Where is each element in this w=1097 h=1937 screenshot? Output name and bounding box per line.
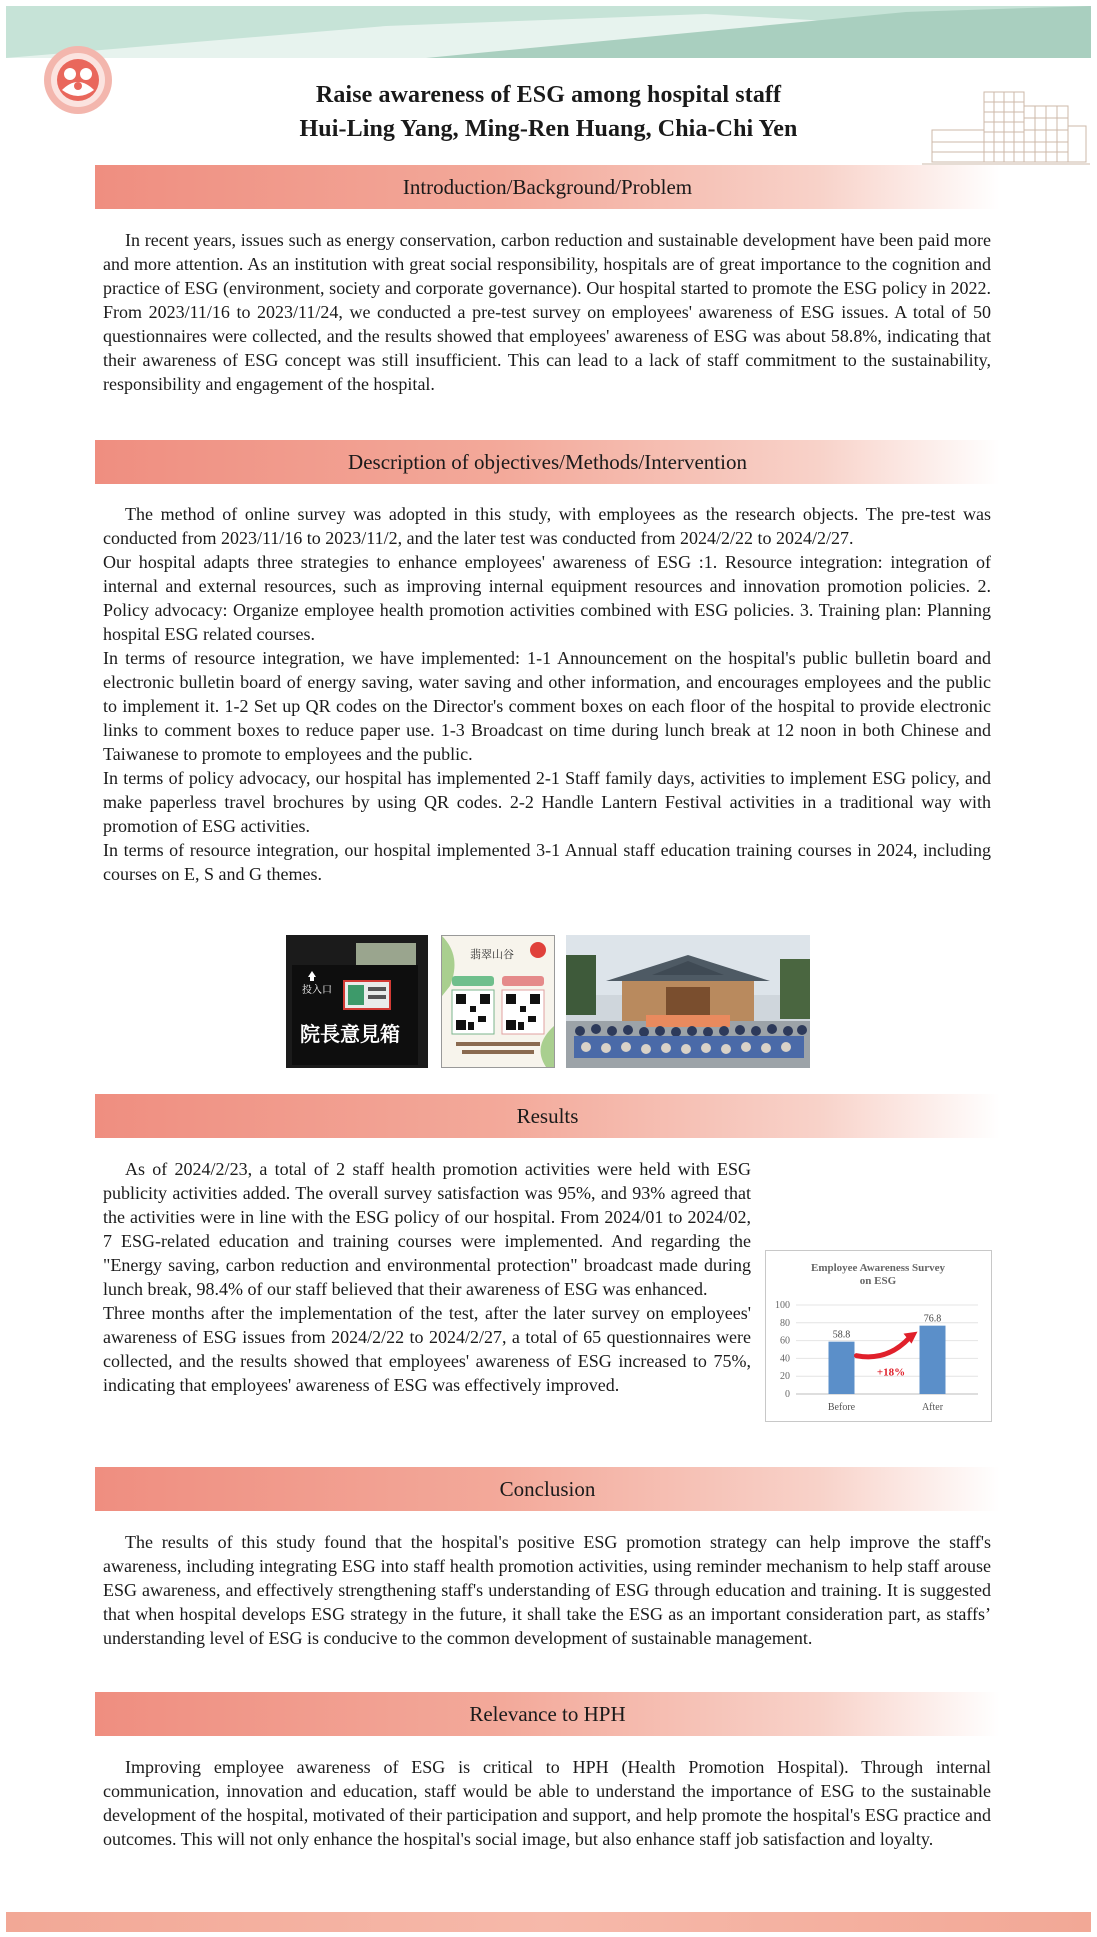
chart-title: Employee Awareness Survey [810, 1262, 946, 1274]
comment-box-slot-label: 投入口 [302, 985, 332, 996]
methods-paragraph: In terms of resource integration, our hospital implemented 3-1 Annual staff education training courses in 2024, including courses on E, S and G themes. [103, 840, 991, 884]
introduction-text [103, 228, 991, 396]
poster-title: Raise awareness of ESG among hospital staff [315, 82, 782, 108]
chart-y-tick-label: 80 [780, 1317, 790, 1329]
section-heading-conclusion: Conclusion [95, 1467, 1000, 1511]
hospital-logo [42, 44, 114, 116]
brochure-title: 翡翠山谷 [470, 948, 514, 961]
qr-code-brochure-photo [441, 935, 555, 1068]
chart-y-tick-label: 100 [775, 1300, 790, 1311]
chart-y-tick-label: 0 [785, 1389, 790, 1400]
chart-data-label: 58.8 [832, 1329, 851, 1341]
esg-awareness-chart [765, 1250, 992, 1422]
comment-box-label: 院長意見箱 [300, 1022, 400, 1046]
section-heading-introduction: Introduction/Background/Problem [95, 165, 1000, 209]
chart-y-tick-label: 40 [780, 1353, 790, 1365]
chart-y-tick-label: 60 [780, 1335, 790, 1347]
methods-paragraph: Our hospital adapts three strategies to enhance employees' awareness of ESG :1. Resource integration: integration of internal and external resources, such as improving internal equipment resources and innovation promotion policies. 2. Policy advocacy: Organize employee health promotion activities combined with ESG policies. 3. Training plan: Planning hospital ESG related courses. [103, 552, 991, 644]
chart-y-tick-label: 20 [780, 1371, 790, 1383]
introduction-paragraph: In recent years, issues such as energy conservation, carbon reduction and sustainable development have been paid more and more attention. As an institution with great social responsibility, hospitals are of great importance to the cognition and practice of ESG (environment, society and corporate governance). Our hospital started to promote the ESG policy in 2022. From 2023/11/16 to 2023/11/24, we conducted a pre-test survey on employees' awareness of ESG issues. A total of 50 questionnaires were collected, and the results showed that employees' awareness of ESG was about 58.8%, indicating that their awareness of ESG concept was still insufficient. This can lead to a lack of staff commitment to the sustainability, responsibility and engagement of the hospital. [103, 230, 991, 394]
chart-category-label: After [921, 1402, 944, 1413]
results-paragraph: Three months after the implementation of the test, after the later survey on employees' awareness of ESG issues from 2024/2/22 to 2024/2/27, a total of 65 questionnaires were collected, and the results showed that employees' awareness of ESG increased to 75%, indicating that employees' awareness of ESG was effectively improved. [103, 1303, 751, 1395]
section-heading-relevance: Relevance to HPH [95, 1692, 1000, 1736]
section-heading-methods: Description of objectives/Methods/Intervention [95, 440, 1000, 484]
section-heading-results: Results [95, 1094, 1000, 1138]
methods-paragraph: In terms of resource integration, we have implemented: 1-1 Announcement on the hospital's public bulletin board and electronic bulletin board of energy saving, water saving and other information, and encourages employees and the public to implement it. 1-2 Set up QR codes on the Director's comment boxes on each floor of the hospital to provide electronic links to comment boxes to reduce paper use. 1-3 Broadcast on time during lunch break at 12 noon in both Chinese and Taiwanese to promote to employees and the public. [103, 648, 991, 764]
results-paragraph: As of 2024/2/23, a total of 2 staff health promotion activities were held with ESG publicity activities added. The overall survey satisfaction was 95%, and 93% agreed that the activities were in line with the ESG policy of our hospital. From 2024/01 to 2024/02, 7 ESG-related education and training courses were implemented. And regarding the "Energy saving, carbon reduction and environmental protection" broadcast made during lunch break, 98.4% of our staff believed that their awareness of ESG was enhanced. [103, 1159, 751, 1299]
methods-paragraph: In terms of policy advocacy, our hospital has implemented 2-1 Staff family days, activities to implement ESG policy, and make paperless travel brochures by using QR codes. 2-2 Handle Lantern Festival activities in a traditional way with promotion of ESG activities. [103, 768, 991, 836]
chart-title: on ESG [859, 1275, 897, 1287]
chart-bar [829, 1342, 855, 1394]
conclusion-paragraph: The results of this study found that the hospital's positive ESG promotion strategy can help improve the staff's awareness, including integrating ESG into staff health promotion activities, using reminder mechanism to help staff arouse ESG awareness, and effectively strengthening staff's understanding of ESG through education and training. It is suggested that when hospital develops ESG strategy in the future, it shall take the ESG as an important consideration part, as staffs’ understanding level of ESG is conducive to the common development of sustainable management. [103, 1532, 991, 1648]
chart-data-label: 76.8 [923, 1313, 942, 1325]
top-decorative-band [6, 6, 1091, 58]
chart-bar [920, 1326, 946, 1394]
methods-paragraph: The method of online survey was adopted in this study, with employees as the research objects. The pre-test was conducted from 2023/11/16 to 2023/11/2, and the later test was conducted from 2024/2/22 to 2024/2/27. [103, 504, 991, 548]
results-text [103, 1157, 751, 1397]
conclusion-text [103, 1530, 991, 1650]
chart-annotation-label: +18% [876, 1366, 906, 1379]
bottom-decorative-band [6, 1912, 1091, 1932]
esg-awareness-chart-svg [766, 1251, 991, 1421]
comment-box-photo [286, 935, 428, 1068]
chart-category-label: Before [827, 1402, 856, 1413]
staff-family-day-group-photo [566, 935, 810, 1068]
poster-title-block [200, 78, 897, 146]
hospital-building-sketch [922, 86, 1090, 168]
methods-text [103, 502, 991, 886]
relevance-paragraph: Improving employee awareness of ESG is critical to HPH (Health Promotion Hospital). Through internal communication, innovation and education, staff would be able to understand the importance of ESG to the sustainable development of the hospital, motivated of their participation and support, and help promote the hospital's ESG practice and outcomes. This will not only enhance the hospital's social image, but also enhance staff job satisfaction and loyalty. [103, 1757, 991, 1849]
poster-authors: Hui-Ling Yang, Ming-Ren Huang, Chia-Chi Yen [299, 116, 798, 142]
relevance-text [103, 1755, 991, 1851]
